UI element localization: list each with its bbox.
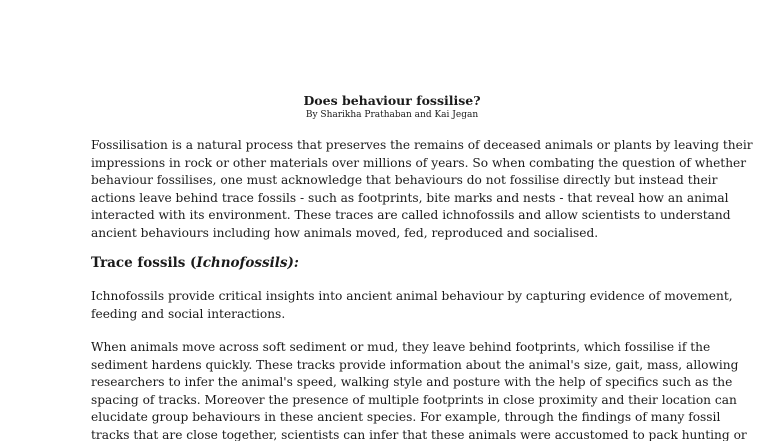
footprints-paragraph bbox=[91, 339, 747, 441]
paragraph-line: sediment hardens quickly. These tracks provide information about the animal's size, gait, mass, allowing bbox=[91, 357, 739, 372]
document-byline: By Sharikha Prathaban and Kai Jegan bbox=[305, 110, 479, 120]
paragraph-line: interacted with its environment. These traces are called ichnofossils and allow scientists to understand bbox=[91, 208, 731, 223]
paragraph-line: ancient behaviours including how animals moved, fed, reproduced and socialised. bbox=[91, 225, 599, 240]
paragraph-line: researchers to infer the animal's speed, walking style and posture with the help of specifics such as the bbox=[91, 375, 733, 390]
paragraph-line: spacing of tracks. Moreover the presence of multiple footprints in close proximity and their location can bbox=[91, 392, 737, 407]
ichnofossils-paragraph bbox=[91, 288, 731, 323]
paragraph-line: Fossilisation is a natural process that preserves the remains of deceased animals or plants by leaving their bbox=[91, 138, 753, 152]
paragraph-line: behaviour fossilises, one must acknowledge that behaviours do not fossilise directly but instead their bbox=[91, 173, 718, 188]
paragraph-line: Ichnofossils provide critical insights into ancient animal behaviour by capturing evidence of movement, bbox=[91, 289, 733, 303]
section-heading bbox=[91, 255, 299, 271]
paragraph-line: tracks that are close together, scientists can infer that these animals were accustomed to pack hunting or bbox=[91, 427, 747, 441]
document-title: Does behaviour fossilise? bbox=[303, 93, 481, 108]
paragraph-line: When animals move across soft sediment or mud, they leave behind footprints, which fossilise if the bbox=[91, 340, 711, 354]
paragraph-line: actions leave behind trace fossils - such as footprints, bite marks and nests - that reveal how an animal bbox=[91, 190, 729, 205]
intro-paragraph bbox=[91, 137, 753, 243]
section-heading-italic: Ichnofossils bbox=[196, 255, 288, 271]
section-heading-end: ): bbox=[287, 255, 299, 271]
paragraph-line: impressions in rock or other materials over millions of years. So when combating the question of whether bbox=[91, 155, 747, 170]
section-heading-main: Trace fossils ( bbox=[91, 255, 197, 271]
paragraph-line: elucidate group behaviours in these ancient species. For example, through the findings of many fossil bbox=[91, 410, 721, 425]
paragraph-line: feeding and social interactions. bbox=[91, 306, 286, 321]
